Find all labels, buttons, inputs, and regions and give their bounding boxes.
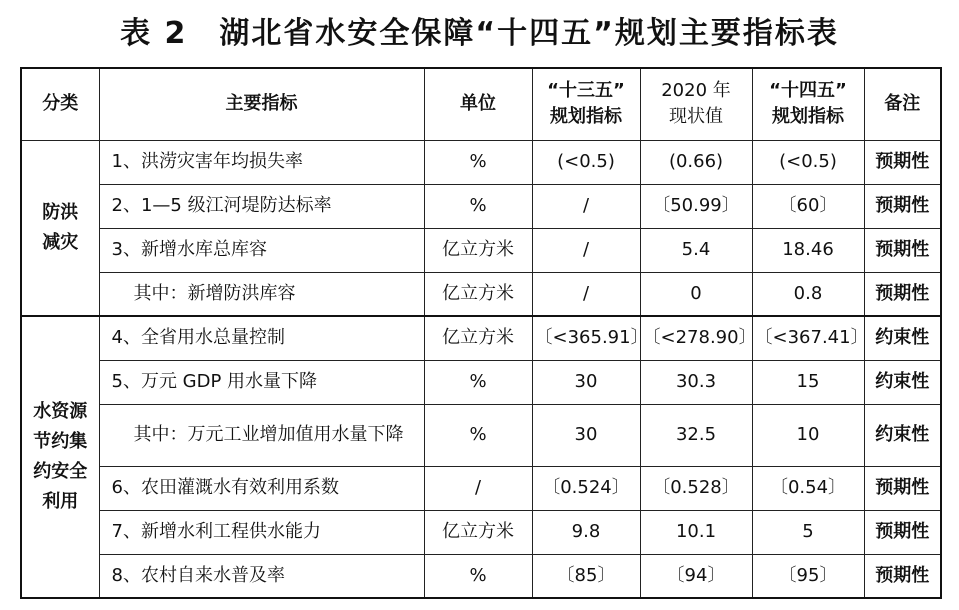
status2020-cell: (0.66) <box>640 140 752 184</box>
plan14-cell: 0.8 <box>752 272 864 316</box>
note-cell: 预期性 <box>864 466 941 510</box>
table-row <box>21 316 941 360</box>
indicator-cell: 2、1—5 级江河堤防达标率 <box>99 184 424 228</box>
status2020-cell: 〔50.99〕 <box>640 184 752 228</box>
header-plan13-line1: “十三五” <box>547 80 625 102</box>
indicator-cell: 5、万元 GDP 用水量下降 <box>99 360 424 404</box>
plan14-cell: 10 <box>752 404 864 466</box>
status2020-cell: 〔<278.90〕 <box>640 316 752 360</box>
plan13-cell: / <box>532 184 640 228</box>
indicator-cell: 6、农田灌溉水有效利用系数 <box>99 466 424 510</box>
table-row <box>21 228 941 272</box>
header-status2020-line2: 现状值 <box>669 106 723 128</box>
plan13-cell: 9.8 <box>532 510 640 554</box>
unit-cell: 亿立方米 <box>424 316 532 360</box>
table-row <box>21 272 941 316</box>
plan14-cell: (<0.5) <box>752 140 864 184</box>
indicator-cell: 4、全省用水总量控制 <box>99 316 424 360</box>
table-row <box>21 184 941 228</box>
category-label: 防洪减灾 <box>42 201 79 253</box>
category-label: 水资源节约集约安全利用 <box>33 401 88 512</box>
unit-cell: 亿立方米 <box>424 272 532 316</box>
plan14-cell: 5 <box>752 510 864 554</box>
table-row <box>21 360 941 404</box>
category-cell <box>21 140 99 316</box>
plan14-cell: 〔95〕 <box>752 554 864 598</box>
indicator-cell: 3、新增水库总库容 <box>99 228 424 272</box>
plan14-cell: 〔<367.41〕 <box>752 316 864 360</box>
note-cell: 预期性 <box>864 272 941 316</box>
table-row <box>21 466 941 510</box>
status2020-cell: 0 <box>640 272 752 316</box>
status2020-cell: 30.3 <box>640 360 752 404</box>
plan14-cell: 15 <box>752 360 864 404</box>
unit-cell: % <box>424 360 532 404</box>
note-cell: 约束性 <box>864 360 941 404</box>
table-row <box>21 554 941 598</box>
plan13-cell: 30 <box>532 404 640 466</box>
header-category: 分类 <box>21 68 99 140</box>
indicator-cell: 1、洪涝灾害年均损失率 <box>99 140 424 184</box>
unit-cell: 亿立方米 <box>424 228 532 272</box>
unit-cell: % <box>424 554 532 598</box>
category-cell <box>21 316 99 598</box>
header-unit: 单位 <box>424 68 532 140</box>
header-row <box>21 68 941 140</box>
plan13-cell: 〔0.524〕 <box>532 466 640 510</box>
status2020-cell: 10.1 <box>640 510 752 554</box>
note-cell: 约束性 <box>864 404 941 466</box>
plan14-cell: 〔60〕 <box>752 184 864 228</box>
plan13-cell: / <box>532 228 640 272</box>
unit-cell: % <box>424 184 532 228</box>
plan14-cell: 18.46 <box>752 228 864 272</box>
header-status2020-line1: 2020 年 <box>661 80 731 102</box>
unit-cell: % <box>424 140 532 184</box>
header-indicator: 主要指标 <box>99 68 424 140</box>
header-plan14-line1: “十四五” <box>769 80 847 102</box>
status2020-cell: 5.4 <box>640 228 752 272</box>
plan14-cell: 〔0.54〕 <box>752 466 864 510</box>
status2020-cell: 〔0.528〕 <box>640 466 752 510</box>
header-plan14-line2: 规划指标 <box>772 106 844 128</box>
status2020-cell: 〔94〕 <box>640 554 752 598</box>
unit-cell: 亿立方米 <box>424 510 532 554</box>
indicator-cell: 其中：万元工业增加值用水量下降 <box>99 404 424 466</box>
header-status2020 <box>640 68 752 140</box>
note-cell: 预期性 <box>864 228 941 272</box>
unit-cell: % <box>424 404 532 466</box>
plan13-cell: 〔85〕 <box>532 554 640 598</box>
note-cell: 预期性 <box>864 510 941 554</box>
note-cell: 预期性 <box>864 184 941 228</box>
plan13-cell: / <box>532 272 640 316</box>
header-note: 备注 <box>864 68 941 140</box>
status2020-cell: 32.5 <box>640 404 752 466</box>
table-row <box>21 140 941 184</box>
header-plan13-line2: 规划指标 <box>550 106 622 128</box>
header-plan14 <box>752 68 864 140</box>
indicator-cell: 7、新增水利工程供水能力 <box>99 510 424 554</box>
indicator-table <box>20 67 942 599</box>
plan13-cell: 30 <box>532 360 640 404</box>
unit-cell: / <box>424 466 532 510</box>
note-cell: 预期性 <box>864 140 941 184</box>
plan13-cell: 〔<365.91〕 <box>532 316 640 360</box>
indicator-cell: 8、农村自来水普及率 <box>99 554 424 598</box>
note-cell: 预期性 <box>864 554 941 598</box>
plan13-cell: (<0.5) <box>532 140 640 184</box>
table-row <box>21 510 941 554</box>
page-title: 表 2 湖北省水安全保障“十四五”规划主要指标表 <box>120 16 839 51</box>
note-cell: 约束性 <box>864 316 941 360</box>
table-row <box>21 404 941 466</box>
indicator-cell: 其中：新增防洪库容 <box>99 272 424 316</box>
header-plan13 <box>532 68 640 140</box>
